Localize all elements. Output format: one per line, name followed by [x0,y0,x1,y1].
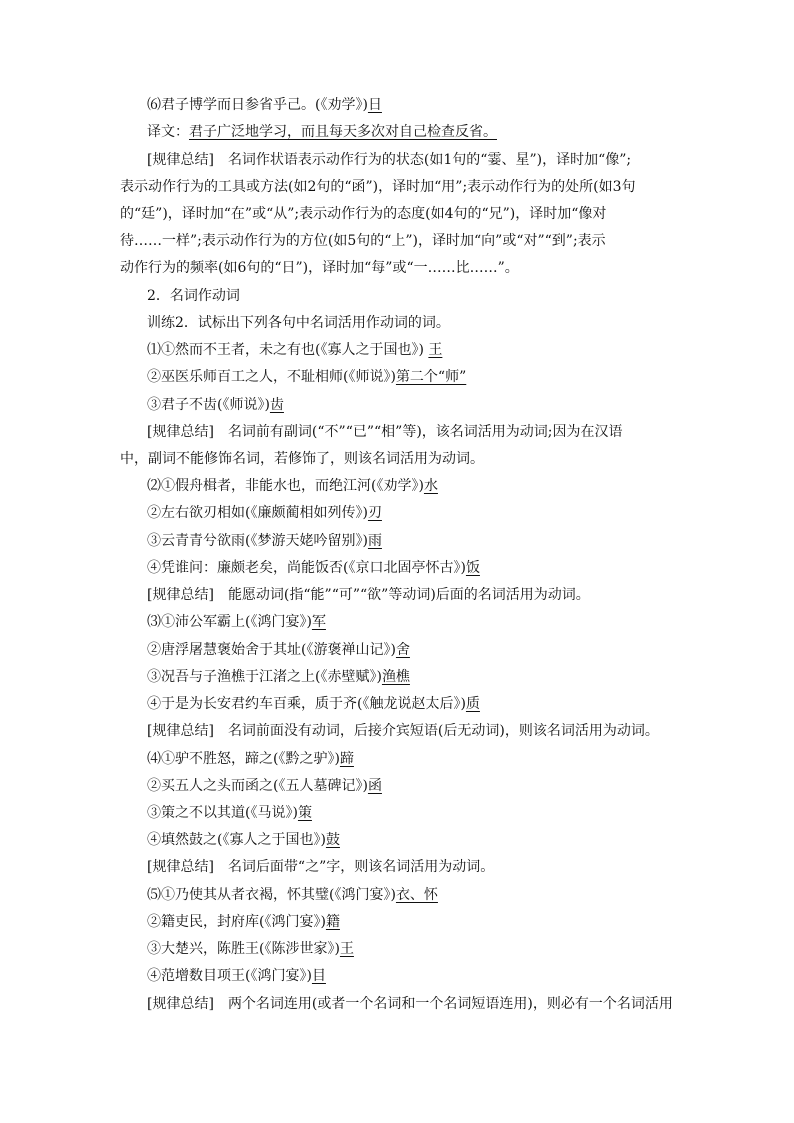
answer-underlined: 鼓 [325,832,340,848]
text-line: ④于是为长安君约车百乘，质于齐(《触龙说赵太后》)质 [147,696,480,712]
text-line: ②籍吏民，封府库(《鸿门宴》)籍 [147,914,340,930]
answer-underlined: 王 [339,941,354,957]
answer-underlined: 衣、怀 [395,887,438,903]
text-line: ③云青青兮欲雨(《梦游天姥吟留别》)雨 [147,533,382,549]
text-line: ④凭谁问：廉颇老矣，尚能饭否(《京口北固亭怀古》)饭 [147,560,480,576]
answer-underlined: 舍 [395,642,410,658]
answer-underlined: 齿 [269,397,284,413]
section-heading: 2．名词作动词 [147,288,240,304]
text-line: ⑹君子博学而日参省乎己。(《劝学》)日 [147,97,382,113]
answer-underlined: 籍 [325,914,340,930]
summary-tag: [规律总结] [147,152,214,168]
summary-tag: [规律总结] [147,424,214,440]
text-line: ③大楚兴，陈胜王(《陈涉世家》)王 [147,941,354,957]
answer-underlined: 函 [367,778,382,794]
text-line: 中，副词不能修饰名词，若修饰了，则该名词活用为动词。 [120,451,484,467]
text-line: ②巫医乐师百工之人，不耻相师(《师说》)第二个“师” [147,369,467,385]
summary-line: [规律总结] 两个名词连用(或者一个名词和一个名词短语连用)，则必有一个名词活用 [147,996,673,1012]
answer-underlined: 第二个“师” [395,369,467,385]
summary-tag: [规律总结] [147,723,214,739]
text-line: ②唐浮屠慧褒始舍于其址(《游褒禅山记》)舍 [147,642,410,658]
answer-underlined: 蹄 [339,751,354,767]
text-line: 的“廷”)，译时加“在”或“从”;表示动作行为的态度(如4句的“兄”)，译时加“像对 [120,206,607,222]
text-line: ③况吾与子渔樵于江渚之上(《赤壁赋》)渔樵 [147,669,410,685]
exercise-heading: 训练2．试标出下列各句中名词活用作动词的词。 [147,315,450,331]
answer-underlined: 饭 [465,560,480,576]
text-line: ④范增数目项王(《鸿门宴》)目 [147,968,326,984]
text-line: ④填然鼓之(《寡人之于国也》)鼓 [147,832,340,848]
answer-underlined: 军 [311,614,326,630]
text-line: ②买五人之头而函之(《五人墓碑记》)函 [147,778,382,794]
summary-line: [规律总结] 能愿动词(指“能”“可”“欲”等动词)后面的名词活用为动词。 [147,587,590,603]
answer-underlined: 刃 [367,505,382,521]
summary-tag: [规律总结] [147,859,214,875]
text-line: ⑸①乃使其从者衣褐，怀其璧(《鸿门宴》)衣、怀 [147,887,438,903]
summary-line: [规律总结] 名词后面带“之”字，则该名词活用为动词。 [147,859,495,875]
text-line: ⑷①驴不胜怒，蹄之(《黔之驴》)蹄 [147,751,354,767]
answer-underlined: 水 [423,478,438,494]
text-line: 待……一样”;表示动作行为的方位(如5句的“上”)，译时加“向”或“对”“到”;表示 [120,233,606,249]
text-line: 动作行为的频率(如6句的“日”)，译时加“每”或“一……比……”。 [120,260,519,276]
text-line: 译文：君子广泛地学习，而且每天多次对自己检查反省。 [147,124,497,140]
summary-tag: [规律总结] [147,587,214,603]
summary-line: [规律总结] 名词前面没有动词，后接介宾短语(后无动词)，则该名词活用为动词。 [147,723,659,739]
text-line: 表示动作行为的工具或方法(如2句的“函”)，译时加“用”;表示动作行为的处所(如3句 [120,179,636,195]
summary-line: [规律总结] 名词前有副词(“不”“已”“相”等)，该名词活用为动词;因为在汉语 [147,424,623,440]
text-line: ⑵①假舟楫者，非能水也，而绝江河(《劝学》)水 [147,478,438,494]
summary-tag: [规律总结] [147,996,214,1012]
answer-underlined: 雨 [367,533,382,549]
text-line: ⑶①沛公军霸上(《鸿门宴》)军 [147,614,326,630]
text-line: ③策之不以其道(《马说》)策 [147,805,312,821]
answer-underlined: 策 [297,805,312,821]
text-line: ⑴①然而不王者，未之有也(《寡人之于国也》) 王 [147,342,443,358]
answer-underlined: 质 [465,696,480,712]
translation-underlined: 君子广泛地学习，而且每天多次对自己检查反省。 [189,124,497,140]
text-line: ③君子不齿(《师说》)齿 [147,397,284,413]
answer-underlined: 渔樵 [381,669,410,685]
summary-line: [规律总结] 名词作状语表示动作行为的状态(如1句的“霎、星”)，译时加“像”; [147,152,632,168]
answer-underlined: 王 [428,342,443,358]
text-line: ②左右欲刃相如(《廉颇蔺相如列传》)刃 [147,505,382,521]
answer-underlined: 日 [367,97,382,113]
answer-underlined: 目 [311,968,326,984]
